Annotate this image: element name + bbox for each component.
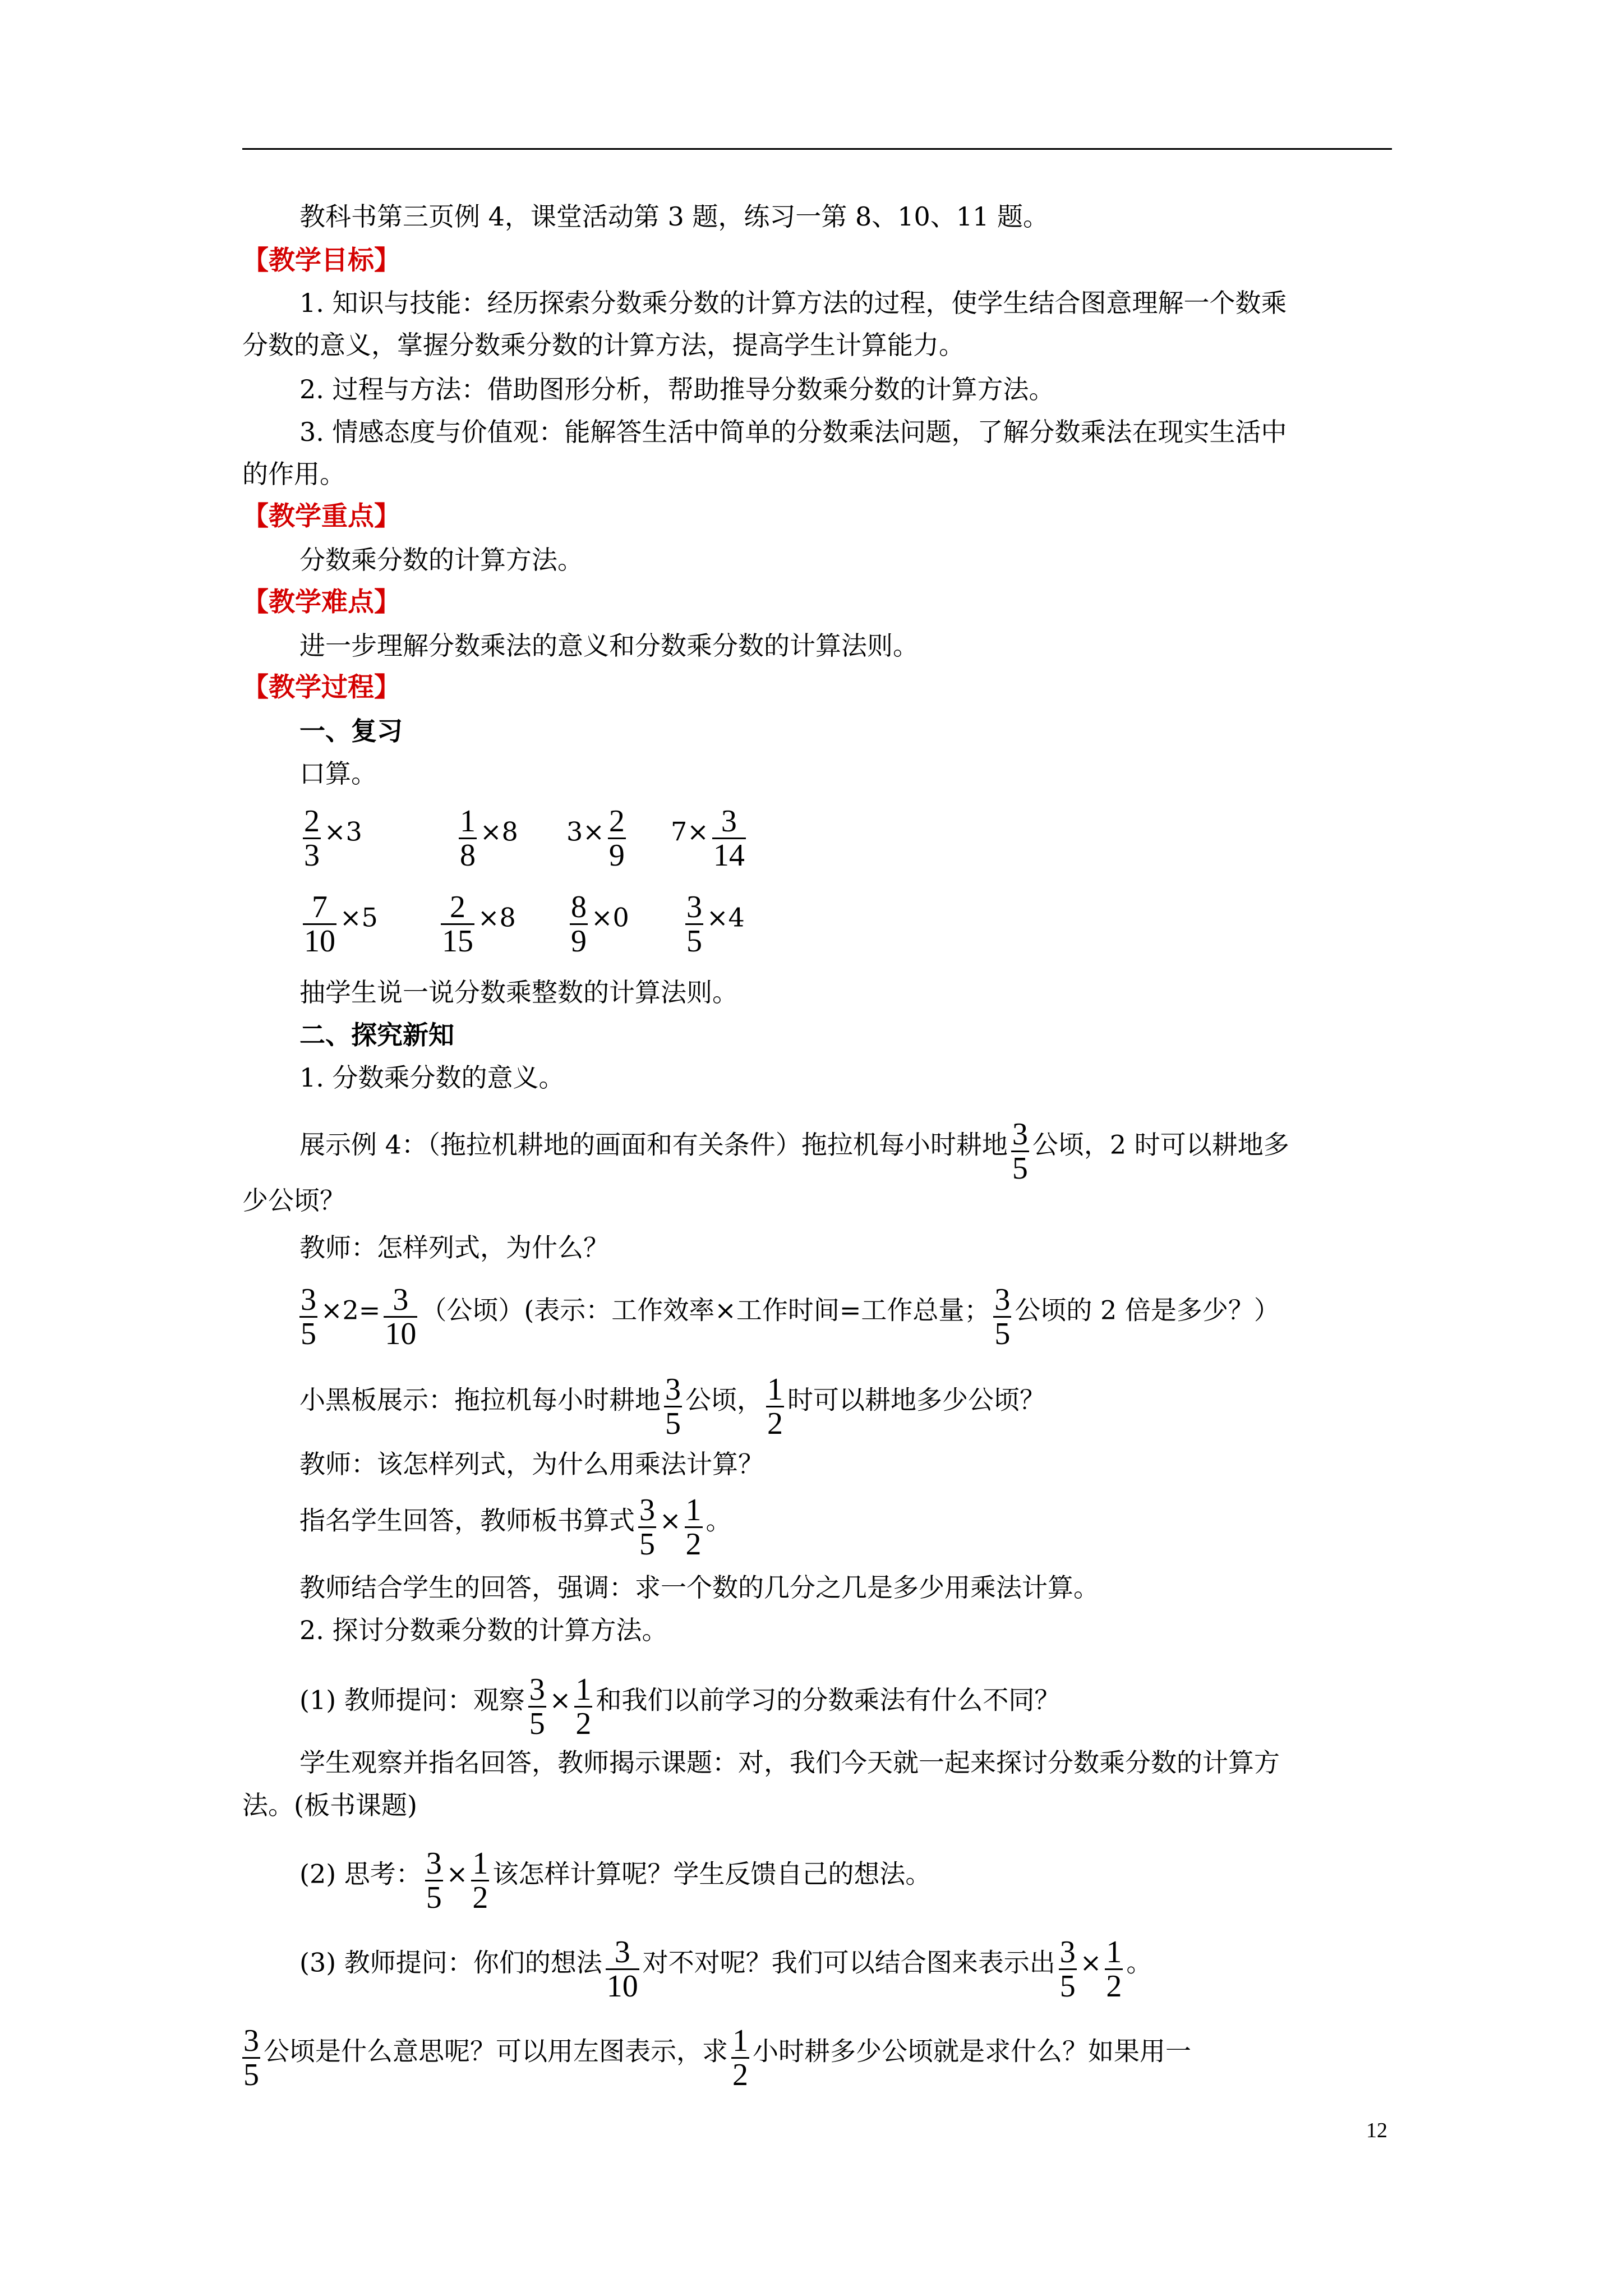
key-text: 分数乘分数的计算方法。 (299, 545, 583, 575)
section-explore: 二、探究新知 (299, 1020, 454, 1050)
equation-1: $\frac{3}{5}$ ×2= $\frac{3}{10}$ （公顷）(表示：工作效率×工作时间=工作总量； $\frac{3}{5}$ 公顷的 2 倍是多少？） (301, 1282, 1280, 1351)
question-3: (3) 教师提问：你们的想法 $\frac{3}{10}$ 对不对呢？我们可以结合图来表示出 $\frac{3}{5}$ × $\frac{1}{2}$ 。 (299, 1935, 1152, 2004)
heading-goals: 【教学目标】 (242, 245, 400, 276)
calc-item: $\frac{2}{15}$ ×8 (442, 890, 516, 959)
heading-key: 【教学重点】 (242, 501, 400, 532)
header-rule (242, 148, 1392, 150)
goal-1b: 分数的意义，掌握分数乘分数的计算方法，提高学生计算能力。 (242, 330, 965, 360)
section-review: 一、复习 (299, 716, 403, 746)
question-1: (1) 教师提问：观察 $\frac{3}{5}$ × $\frac{1}{2}$ 和我们以前学习的分数乘法有什么不同？ (299, 1672, 1061, 1741)
example-4: 展示例 4：（拖拉机耕地的画面和有关条件）拖拉机每小时耕地 $\frac{3}{5}$ 公顷，2 时可以耕地多 (299, 1117, 1289, 1186)
difficult-text: 进一步理解分数乘法的意义和分数乘分数的计算法则。 (299, 631, 919, 661)
example-4-cont: 少公顷？ (242, 1185, 345, 1216)
calc-item: $\frac{3}{5}$ ×4 (686, 890, 745, 959)
observation-b: 法。(板书课题) (242, 1790, 417, 1820)
blackboard-display: 小黑板展示：拖拉机每小时耕地 $\frac{3}{5}$ 公顷， $\frac{1}{2}$ 时可以耕地多少公顷？ (299, 1372, 1045, 1441)
board-formula: 指名学生回答，教师板书算式 $\frac{3}{5}$ × $\frac{1}{2}$ 。 (299, 1493, 732, 1562)
calc-item: $\frac{1}{8}$ ×8 (460, 804, 518, 873)
calc-item: $\frac{8}{9}$ ×0 (571, 890, 629, 959)
emphasis: 教师结合学生的回答，强调：求一个数的几分之几是多少用乘法计算。 (299, 1572, 1099, 1603)
intro-line: 教科书第三页例 4，课堂活动第 3 题，练习一第 8、10、11 题。 (299, 201, 1049, 232)
question-2: (2) 思考： $\frac{3}{5}$ × $\frac{1}{2}$ 该怎样计算呢？学生反馈自己的想法。 (299, 1846, 932, 1915)
method-title: 2. 探讨分数乘分数的计算方法。 (299, 1615, 668, 1645)
oral-calc: 口算。 (299, 758, 377, 789)
goal-3b: 的作用。 (242, 459, 345, 489)
calc-item: 3× $\frac{2}{9}$ (566, 804, 625, 873)
teacher-question-2: 教师：该怎样列式，为什么用乘法计算？ (299, 1449, 764, 1479)
ask-rule: 抽学生说一说分数乘整数的计算法则。 (299, 977, 738, 1007)
heading-difficult: 【教学难点】 (242, 587, 400, 618)
goal-2: 2. 过程与方法：借助图形分析，帮助推导分数乘分数的计算方法。 (299, 374, 1055, 404)
heading-process: 【教学过程】 (242, 672, 400, 703)
page-number: 12 (1366, 2119, 1387, 2142)
calc-item: $\frac{2}{3}$ ×3 (304, 804, 362, 873)
calc-item: $\frac{7}{10}$ ×5 (304, 890, 378, 959)
observation-a: 学生观察并指名回答，教师揭示课题：对，我们今天就一起来探讨分数乘分数的计算方 (299, 1747, 1280, 1778)
goal-1a: 1. 知识与技能：经历探索分数乘分数的计算方法的过程，使学生结合图意理解一个数乘 (299, 288, 1287, 318)
goal-3a: 3. 情感态度与价值观：能解答生活中简单的分数乘法问题，了解分数乘法在现实生活中 (299, 417, 1287, 447)
calc-item: 7× $\frac{3}{14}$ (671, 804, 745, 873)
meaning-title: 1. 分数乘分数的意义。 (299, 1062, 565, 1093)
teacher-question-1: 教师：怎样列式，为什么？ (299, 1232, 609, 1263)
last-line: $\frac{3}{5}$ 公顷是什么意思呢？可以用左图表示，求 $\frac{1}{2}$ 小时耕多少公顷就是求什么？如果用一 (243, 2023, 1191, 2092)
